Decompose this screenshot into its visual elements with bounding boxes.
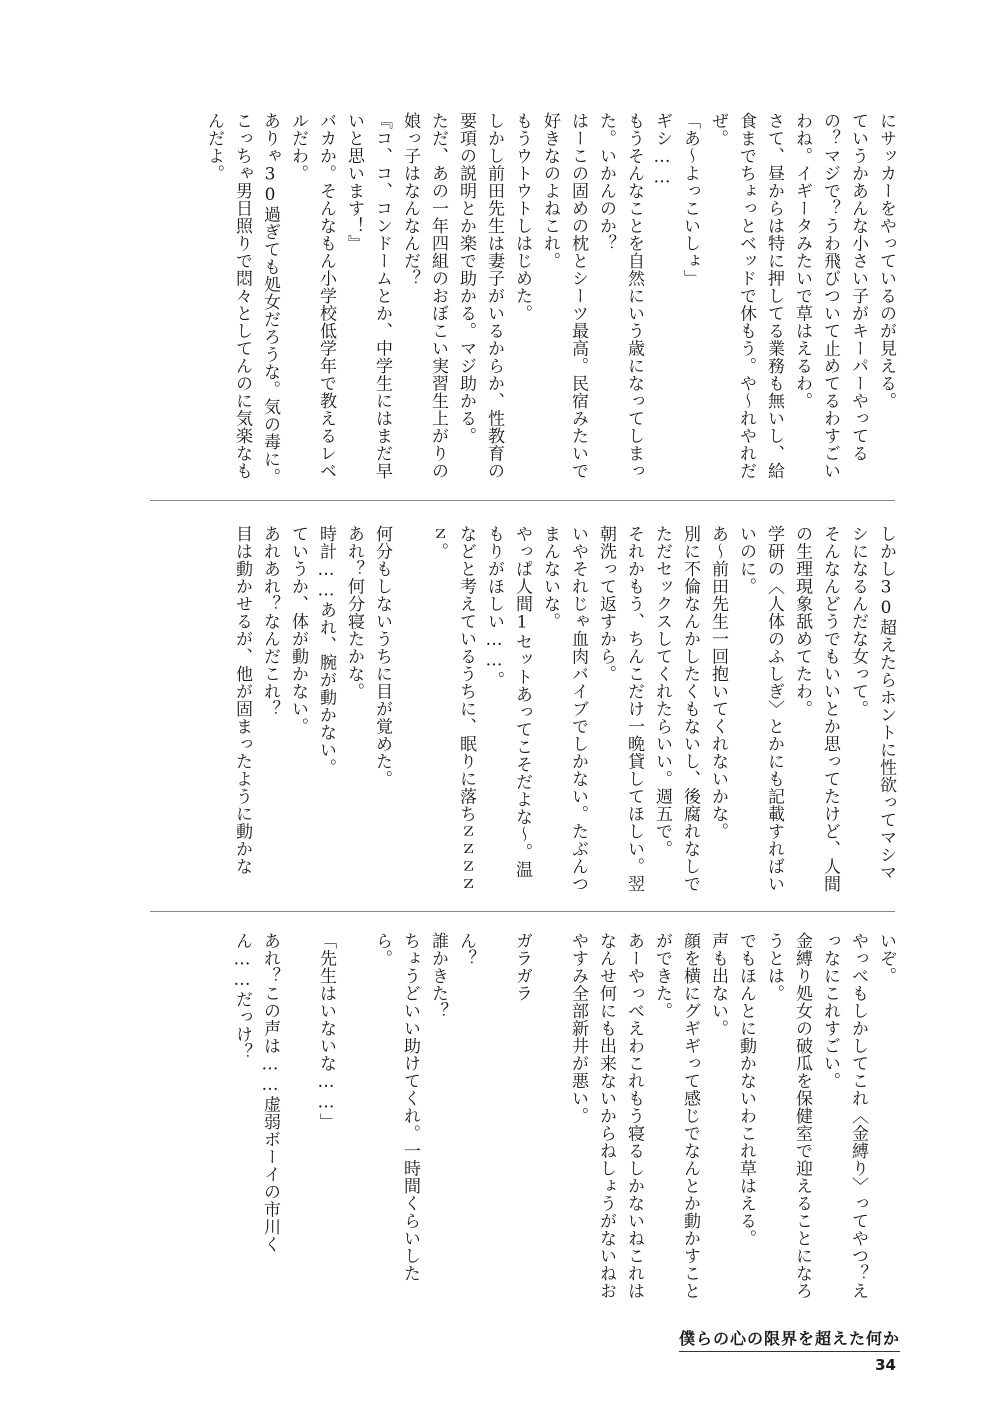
text-line: いやそれじゃ血肉バイブでしかない。たぶんつまんないな。 <box>540 525 588 893</box>
text-line: しかし前田先生は妻子がいるからか、性教育の要項の説明とか楽で助かる。マジ助かる。 <box>456 112 504 480</box>
text-line: あれ？この声は……虚弱ボーイの市川くん……だっけ？ <box>232 932 280 1253</box>
text-line: 「先生はいないな……」 <box>316 932 336 1131</box>
text-line: ん？ <box>456 932 476 967</box>
text-line: さて、昼からは特に押してる業務も無いし、給食までちょっとベッドで休もう。や〜れやれだぜ。 <box>708 112 784 480</box>
text-line: 誰かきた？ <box>428 932 448 1020</box>
text-line: ギシ…… <box>652 112 672 188</box>
text-line: 『コ、コ、コンドームとか、中学生にはまだ早いと思います！』 <box>344 112 392 480</box>
text-line: そんなんどうでもいいとか思ってたけど、人間の生理現象舐めてたわ。 <box>792 525 840 893</box>
text-line: あ〜前田先生一回抱いてくれないかな。 <box>708 525 728 840</box>
text-line: もうそんなことを自然にいう歳になってしまった。いかんのか？ <box>596 112 644 480</box>
text-line: あーやっべえわこれもう寝るしかないねこれはなんせ何にも出来ないからねしょうがないねおやすみ全部新井が悪い。 <box>568 932 644 1300</box>
page-number: 34 <box>875 1356 896 1374</box>
text-block-3 <box>100 932 900 1302</box>
text-line: あれ？何分寝たかな。 <box>344 525 364 700</box>
text-line: 金縛り処女の破瓜を保健室で迎えることになろうとは。 <box>764 932 812 1300</box>
text-line: こっちゃ男日照りで悶々としてんのに気楽なもんだよ。 <box>204 112 252 480</box>
text-line: あれあれ？なんだこれ？ <box>260 525 280 718</box>
text-line <box>340 932 368 1302</box>
text-line: バカか。そんなもん小学校低学年で教えるレベルだわ。 <box>288 112 336 480</box>
text-line: 顔を横にグギギって感じでなんとか動かすことができた。 <box>652 932 700 1300</box>
text-line: ていうかあんな小さい子がキーパーやってるの？マジで？うわ飛びついて止めてるわすごいわね。イギータみたいで草はえるわ。 <box>792 112 868 480</box>
text-line: それかもう、ちんこだけ一晩貸してほしい。翌朝洗って返すから。 <box>596 525 644 893</box>
text-line: ありゃ30過ぎても処女だろうな。気の毒に。 <box>260 112 280 486</box>
text-line: 別に不倫なんかしたくもないし、後腐れなしでただセックスしてくれたらいい。週五で。 <box>652 525 700 893</box>
text-line: でもほんとに動かないわこれ草はえる。 <box>736 932 756 1247</box>
section-divider <box>150 500 895 501</box>
text-line: 「あ〜よっこいしょ」 <box>680 112 700 287</box>
text-line: もうウトウトしはじめた。 <box>512 112 532 322</box>
text-line: やっぱ人間1セットあってこそだよな〜。温もりがほしい……。 <box>484 525 532 878</box>
text-line: 学研の〈人体のふしぎ〉とかにも記載すればいいのに。 <box>736 525 784 893</box>
text-line: などと考えているうちに、眠りに落ちｚｚｚｚｚ。 <box>428 525 476 893</box>
text-block-2 <box>100 525 900 895</box>
text-line <box>284 932 312 1302</box>
text-line: 何分もしないうちに目が覚めた。 <box>372 525 392 788</box>
text-line: いぞ。 <box>876 932 896 985</box>
text-line: やっべもしかしてこれ〈金縛り〉ってやつ？えっなにこれすごい。 <box>820 932 868 1300</box>
text-block-1 <box>100 112 900 487</box>
section-divider <box>150 911 895 912</box>
text-line: 声も出ない。 <box>708 932 728 1037</box>
text-line: はーこの固めの枕とシーツ最高。民宿みたいで好きなのよねこれ。 <box>540 112 588 480</box>
text-line <box>396 525 424 895</box>
text-line: にサッカーをやっているのが見える。 <box>876 112 896 410</box>
text-line: ただ、あの一年四組のおぼこい実習生上がりの娘っ子はなんなんだ？ <box>400 112 448 480</box>
text-line: ていうか、体が動かない。 <box>288 525 308 735</box>
text-line <box>480 932 508 1302</box>
text-line: ガラガラ <box>512 932 532 1002</box>
running-title: 僕らの心の限界を超えた何か <box>679 1326 900 1352</box>
text-line: しかし30超えたらホントに性欲ってマシマシになるんだな女って。 <box>848 525 896 881</box>
text-line: 時計……あれ、腕が動かない。 <box>316 525 336 776</box>
text-line: 目は動かせるが、他が固まったように動かな <box>232 525 252 875</box>
text-line: ちょうどいい助けてくれ。一時間くらいしたら。 <box>372 932 420 1282</box>
text-line <box>536 932 564 1302</box>
